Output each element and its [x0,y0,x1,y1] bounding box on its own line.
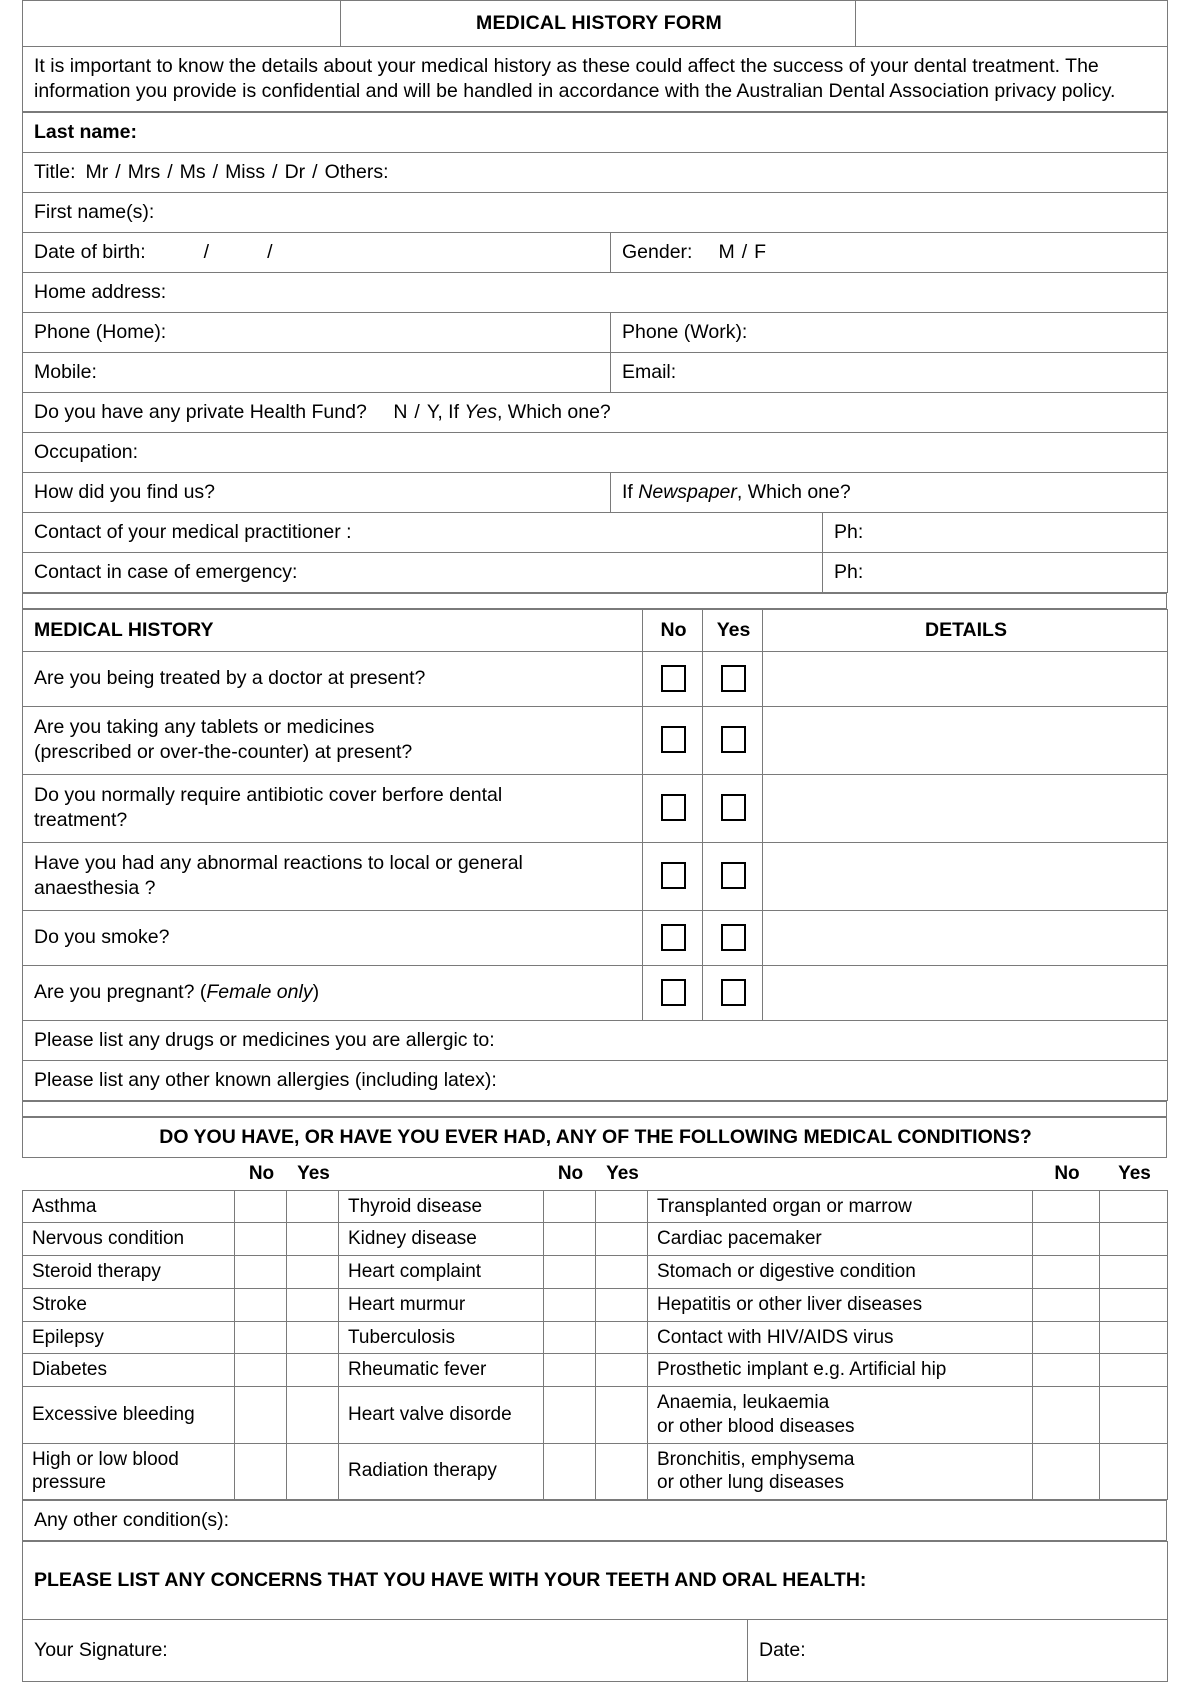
health-fund-question: Do you have any private Health Fund [34,400,356,423]
condition-no-checkbox-cell[interactable] [544,1190,596,1223]
footer-table [22,1541,1168,1682]
condition-yes-checkbox-cell[interactable] [287,1256,339,1289]
find-us-row [23,472,1168,512]
question-smoke-yes-checkbox[interactable] [703,910,763,965]
intro-text: It is important to know the details about your medical history as these could affect the success of your dental treatment. The information you provide is confidential and will be handled in accordance with the Australian Dental Association privacy policy. [23,47,1168,112]
conditions-row [23,1387,1168,1444]
occupation-field[interactable]: Occupation: [23,432,1168,472]
question-anaesthesia-reactions-details[interactable] [763,842,1168,910]
first-names-field[interactable]: First name(s): [23,192,1168,232]
conditions-row [23,1354,1168,1387]
condition-no-checkbox-cell[interactable] [235,1256,287,1289]
dob-field[interactable] [23,232,611,272]
last-name-field[interactable]: Last name: [23,112,1168,152]
conditions-row [23,1256,1168,1289]
checkbox-icon[interactable] [661,924,686,951]
title-others-label[interactable]: Others: [324,160,389,183]
mobile-email-row [23,352,1168,392]
first-names-row [23,192,1168,232]
title-label: Title: [34,160,76,183]
condition-yes-checkbox-cell[interactable] [1100,1387,1168,1444]
condition-label: Radiation therapy [339,1443,544,1500]
practitioner-contact-field[interactable]: Contact of your medical practitioner : [23,512,823,552]
condition-yes-checkbox-cell[interactable] [287,1288,339,1321]
checkbox-icon[interactable] [721,862,746,889]
conditions-column-labels-row [22,1158,1167,1190]
signature-row [23,1620,1168,1682]
condition-label: Excessive bleeding [23,1387,235,1444]
conditions-col1-yes-label: Yes [286,1158,338,1190]
question-antibiotic-cover-details[interactable] [763,774,1168,842]
title-option-ms[interactable]: Ms [179,160,206,183]
question-taking-medicines-details[interactable] [763,706,1168,774]
phone-work-field[interactable]: Phone (Work): [611,312,1168,352]
condition-label: Tuberculosis [339,1321,544,1354]
condition-no-checkbox-cell[interactable] [235,1354,287,1387]
condition-no-checkbox-cell[interactable] [544,1288,596,1321]
conditions-row [23,1223,1168,1256]
home-address-row [23,272,1168,312]
question-pregnant-suffix: ) [312,981,320,1004]
practitioner-row [23,512,1168,552]
health-fund-separator: / [414,400,420,423]
question-smoke-details[interactable] [763,910,1168,965]
newspaper-suffix: , Which one? [736,480,851,503]
conditions-heading: DO YOU HAVE, OR HAVE YOU EVER HAD, ANY OF THE FOLLOWING MEDICAL CONDITIONS? [23,1117,1167,1157]
checkbox-icon[interactable] [661,794,686,821]
conditions-row [23,1288,1168,1321]
condition-label: Rheumatic fever [339,1354,544,1387]
divider-above-conditions [22,1101,1167,1117]
gender-field[interactable] [611,232,1168,272]
health-fund-row [23,392,1168,432]
condition-yes-checkbox-cell[interactable] [596,1288,648,1321]
condition-no-checkbox-cell[interactable] [235,1190,287,1223]
checkbox-icon[interactable] [661,726,686,753]
question-anaesthesia-reactions-label [23,842,643,910]
condition-no-checkbox-cell[interactable] [1033,1256,1100,1289]
any-other-condition-field[interactable]: Any other condition(s): [23,1501,1167,1541]
medical-history-col-no: No [643,609,703,651]
mobile-field[interactable]: Mobile: [23,352,611,392]
checkbox-icon[interactable] [661,665,686,692]
gender-separator: / [741,240,748,263]
medical-history-question-row [23,774,1168,842]
condition-yes-checkbox-cell[interactable] [287,1321,339,1354]
question-treated-by-doctor-details[interactable] [763,651,1168,706]
newspaper-which-one-field[interactable] [611,472,1168,512]
condition-yes-checkbox-cell[interactable] [596,1354,648,1387]
header-right-blank-cell [856,1,1168,47]
title-option-dr[interactable]: Dr [284,160,306,183]
condition-yes-checkbox-cell[interactable] [1100,1321,1168,1354]
condition-label: Contact with HIV/AIDS virus [648,1321,1033,1354]
condition-no-checkbox-cell[interactable] [235,1321,287,1354]
health-fund-which-one[interactable]: , Which one? [496,400,611,423]
header-left-blank-cell [23,1,341,47]
question-taking-medicines-line2: (prescribed or over-the-counter) at present? [34,741,413,764]
condition-yes-checkbox-cell[interactable] [596,1223,648,1256]
condition-label: Thyroid disease [339,1190,544,1223]
condition-yes-checkbox-cell[interactable] [1100,1443,1168,1500]
question-treated-by-doctor-label: Are you being treated by a doctor at present? [23,651,643,706]
conditions-noyes-header-table [22,1158,1167,1190]
question-taking-medicines-yes-checkbox[interactable] [703,706,763,774]
title-option-mr[interactable]: Mr [85,160,109,183]
allergy-drugs-row [23,1020,1168,1060]
emergency-phone-field[interactable]: Ph: [823,552,1168,592]
question-anaesthesia-reactions-no-checkbox[interactable] [643,842,703,910]
condition-yes-checkbox-cell[interactable] [287,1223,339,1256]
condition-label: Hepatitis or other liver diseases [648,1288,1033,1321]
condition-label: Prosthetic implant e.g. Artificial hip [648,1354,1033,1387]
conditions-heading-table [22,1117,1167,1158]
condition-label: Diabetes [23,1354,235,1387]
checkbox-icon[interactable] [721,794,746,821]
how-did-you-find-us-field[interactable]: How did you find us? [23,472,611,512]
condition-label: High or low blood pressure [23,1443,235,1500]
intro-row [23,47,1168,112]
question-pregnant-no-checkbox[interactable] [643,965,703,1020]
question-antibiotic-cover-yes-checkbox[interactable] [703,774,763,842]
question-anaesthesia-reactions-line1: Have you had any abnormal reactions to local or general [34,852,523,875]
conditions-row [23,1190,1168,1223]
health-fund-comma: , If [437,400,459,423]
health-fund-yes-emphasis: Yes [464,400,497,423]
conditions-col2-no-label: No [543,1158,595,1190]
condition-no-checkbox-cell[interactable] [1033,1190,1100,1223]
condition-yes-checkbox-cell[interactable] [1100,1354,1168,1387]
medical-history-question-row [23,651,1168,706]
condition-no-checkbox-cell[interactable] [544,1443,596,1500]
any-other-condition-row [23,1501,1167,1541]
medical-history-header-row [23,609,1168,651]
condition-no-checkbox-cell[interactable] [235,1387,287,1444]
medical-history-question-row [23,965,1168,1020]
medical-history-question-row [23,842,1168,910]
condition-yes-checkbox-cell[interactable] [1100,1256,1168,1289]
condition-yes-checkbox-cell[interactable] [596,1256,648,1289]
title-row [23,1,1168,47]
condition-no-checkbox-cell[interactable] [235,1223,287,1256]
question-treated-by-doctor-yes-checkbox[interactable] [703,651,763,706]
conditions-col2-yes-label: Yes [595,1158,647,1190]
condition-no-checkbox-cell[interactable] [1033,1387,1100,1444]
question-taking-medicines-no-checkbox[interactable] [643,706,703,774]
divider-above-medical-history [22,593,1167,609]
conditions-grid-table [22,1190,1168,1501]
condition-no-checkbox-cell[interactable] [235,1288,287,1321]
condition-label: Heart complaint [339,1256,544,1289]
conditions-col3-yes-label: Yes [1099,1158,1167,1190]
occupation-row [23,432,1168,472]
title-option-miss[interactable]: Miss [225,160,266,183]
dob-separator-2: / [267,240,273,263]
condition-label: Cardiac pacemaker [648,1223,1033,1256]
allergy-other-field[interactable]: Please list any other known allergies (including latex): [23,1060,1168,1100]
checkbox-icon[interactable] [661,979,686,1006]
condition-no-checkbox-cell[interactable] [1033,1443,1100,1500]
medical-history-col-yes: Yes [703,609,763,651]
medical-history-question-row [23,910,1168,965]
health-fund-field[interactable] [23,392,1168,432]
question-taking-medicines-label [23,706,643,774]
question-pregnant-prefix: Are you pregnant? ( [34,981,207,1004]
conditions-heading-row [23,1117,1167,1157]
condition-no-checkbox-cell[interactable] [544,1256,596,1289]
medical-history-table [22,609,1168,1101]
conditions-col3-no-label: No [1032,1158,1099,1190]
condition-label: Anaemia, leukaemia or other blood diseases [648,1387,1033,1444]
question-pregnant-emphasis: Female only [206,981,313,1004]
gender-label: Gender: [622,240,693,263]
thick-separator-bar [23,593,1167,608]
condition-no-checkbox-cell[interactable] [544,1354,596,1387]
condition-label: Stroke [23,1288,235,1321]
question-antibiotic-cover-line1: Do you normally require antibiotic cover berfore dental [34,784,503,807]
condition-yes-checkbox-cell[interactable] [287,1387,339,1444]
dob-label: Date of birth: [34,240,146,263]
phone-home-field[interactable]: Phone (Home): [23,312,611,352]
condition-no-checkbox-cell[interactable] [544,1387,596,1444]
condition-yes-checkbox-cell[interactable] [1100,1288,1168,1321]
condition-label: Nervous condition [23,1223,235,1256]
condition-yes-checkbox-cell[interactable] [1100,1190,1168,1223]
title-option-mrs[interactable]: Mrs [127,160,161,183]
conditions-col1-no-label: No [234,1158,286,1190]
email-field[interactable]: Email: [611,352,1168,392]
condition-label: Steroid therapy [23,1256,235,1289]
condition-label: Asthma [23,1190,235,1223]
condition-no-checkbox-cell[interactable] [1033,1288,1100,1321]
condition-no-checkbox-cell[interactable] [544,1321,596,1354]
condition-label: Heart murmur [339,1288,544,1321]
condition-no-checkbox-cell[interactable] [544,1223,596,1256]
question-antibiotic-cover-label [23,774,643,842]
health-fund-question-mark: ? [355,400,368,423]
question-anaesthesia-reactions-yes-checkbox[interactable] [703,842,763,910]
condition-yes-checkbox-cell[interactable] [596,1190,648,1223]
date-field[interactable]: Date: [748,1620,1168,1682]
practitioner-phone-field[interactable]: Ph: [823,512,1168,552]
condition-label: Epilepsy [23,1321,235,1354]
checkbox-icon[interactable] [721,924,746,951]
condition-no-checkbox-cell[interactable] [1033,1321,1100,1354]
question-pregnant-details[interactable] [763,965,1168,1020]
condition-no-checkbox-cell[interactable] [1033,1223,1100,1256]
conditions-col1-spacer [22,1158,234,1190]
condition-label: Kidney disease [339,1223,544,1256]
question-pregnant-yes-checkbox[interactable] [703,965,763,1020]
conditions-row [23,1443,1168,1500]
last-name-row [23,112,1168,152]
condition-yes-checkbox-cell[interactable] [1100,1223,1168,1256]
question-antibiotic-cover-line2: treatment? [34,809,128,832]
health-fund-option-no[interactable]: N [393,400,408,423]
question-pregnant-label [23,965,643,1020]
checkbox-icon[interactable] [661,862,686,889]
newspaper-emphasis: Newspaper [638,480,737,503]
any-other-condition-table [22,1500,1167,1541]
condition-label: Stomach or digestive condition [648,1256,1033,1289]
condition-no-checkbox-cell[interactable] [1033,1354,1100,1387]
newspaper-prefix: If [622,480,633,503]
allergy-other-row [23,1060,1168,1100]
medical-history-question-row [23,706,1168,774]
dob-separator-1: / [203,240,210,263]
gender-option-male[interactable]: M [718,240,735,263]
gender-option-female[interactable]: F [754,240,767,263]
condition-label: Transplanted organ or marrow [648,1190,1033,1223]
condition-yes-checkbox-cell[interactable] [287,1354,339,1387]
header-table [22,0,1168,112]
thick-separator-bar [23,1101,1167,1116]
emergency-contact-field[interactable]: Contact in case of emergency: [23,552,823,592]
question-smoke-no-checkbox[interactable] [643,910,703,965]
question-taking-medicines-line1: Are you taking any tablets or medicines [34,716,375,739]
question-treated-by-doctor-no-checkbox[interactable] [643,651,703,706]
concerns-row [23,1542,1168,1620]
conditions-row [23,1321,1168,1354]
checkbox-icon[interactable] [721,979,746,1006]
condition-label: Bronchitis, emphysema or other lung diseases [648,1443,1033,1500]
title-field[interactable]: Title: Mr / Mrs / Ms / Miss / Dr / Others: [23,152,1168,192]
condition-yes-checkbox-cell[interactable] [596,1321,648,1354]
concerns-field[interactable]: PLEASE LIST ANY CONCERNS THAT YOU HAVE WITH YOUR TEETH AND ORAL HEALTH: [23,1542,1168,1620]
health-fund-option-yes[interactable]: Y [426,400,438,423]
question-anaesthesia-reactions-line2: anaesthesia ? [34,877,156,900]
question-smoke-label: Do you smoke? [23,910,643,965]
medical-history-section-title: MEDICAL HISTORY [23,609,643,651]
signature-field[interactable]: Your Signature: [23,1620,748,1682]
condition-yes-checkbox-cell[interactable] [596,1387,648,1444]
title-row-field [23,152,1168,192]
emergency-row [23,552,1168,592]
personal-details-table [22,112,1168,593]
medical-history-col-details: DETAILS [763,609,1168,651]
home-address-field[interactable]: Home address: [23,272,1168,312]
conditions-col3-spacer [647,1158,1032,1190]
condition-yes-checkbox-cell[interactable] [287,1443,339,1500]
allergy-drugs-field[interactable]: Please list any drugs or medicines you are allergic to: [23,1020,1168,1060]
condition-yes-checkbox-cell[interactable] [596,1443,648,1500]
page-title: MEDICAL HISTORY FORM [341,1,856,47]
conditions-col2-spacer [338,1158,543,1190]
phone-row [23,312,1168,352]
condition-no-checkbox-cell[interactable] [235,1443,287,1500]
checkbox-icon[interactable] [721,665,746,692]
dob-gender-row [23,232,1168,272]
condition-label: Heart valve disorde [339,1387,544,1444]
checkbox-icon[interactable] [721,726,746,753]
question-antibiotic-cover-no-checkbox[interactable] [643,774,703,842]
condition-yes-checkbox-cell[interactable] [287,1190,339,1223]
